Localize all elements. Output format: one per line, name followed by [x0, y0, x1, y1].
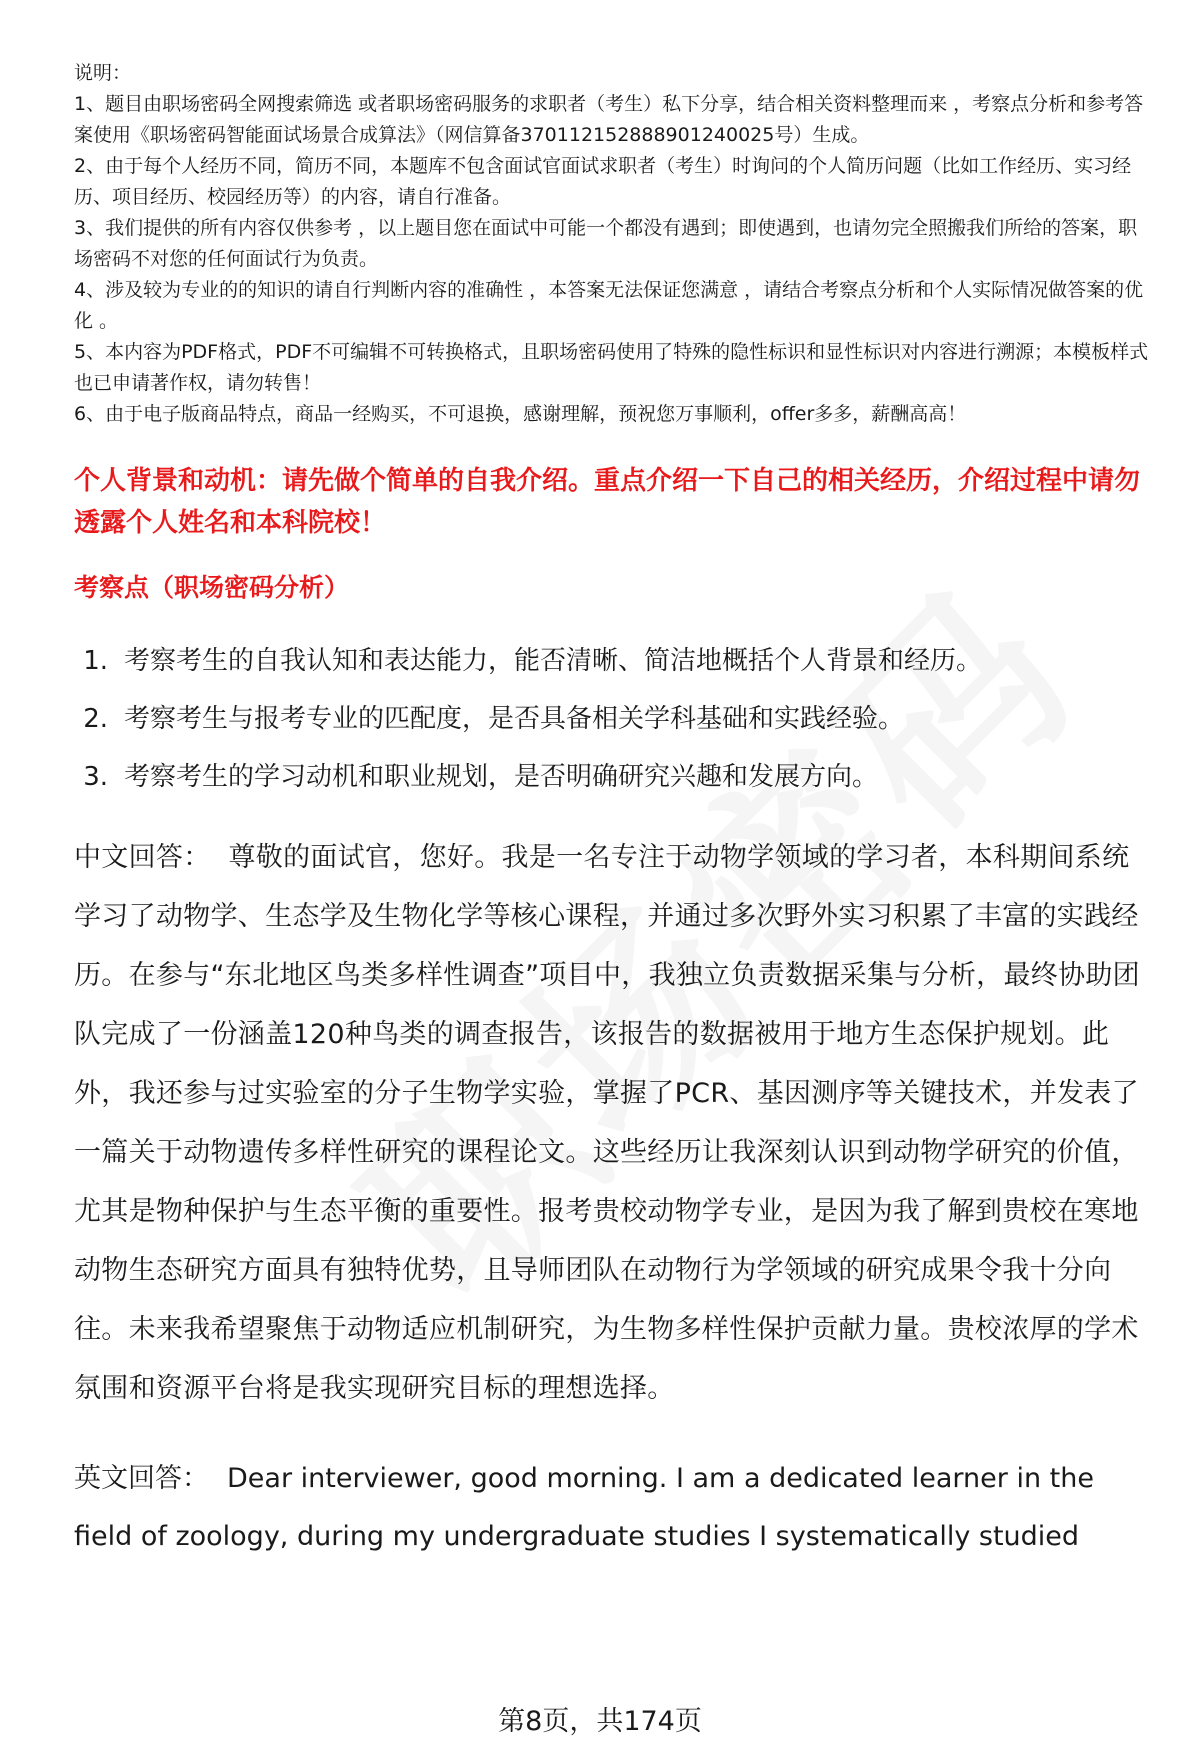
notes-list: [74, 89, 1156, 430]
english-answer-text: Dear interviewer, good morning. I am a dedicated learner in the field of zoology, during my undergraduate studies I systematically studied: [74, 1463, 1094, 1552]
chinese-answer-label: 中文回答：: [74, 842, 211, 873]
note-item: 1、题目由职场密码全网搜索筛选 或者职场密码服务的求职者（考生）私下分享，结合相关资料整理而来 ，考察点分析和参考答案使用《职场密码智能面试场景合成算法》（网信算备370112152888901240025号）生成。: [74, 93, 1144, 146]
page-footer: 第8页，共174页: [498, 1706, 702, 1737]
english-answer: [74, 1450, 1156, 1566]
analysis-point: [74, 690, 1156, 748]
note-item: 6、由于电子版商品特点，商品一经购买，不可退换，感谢理解，预祝您万事顺利，offer多多，薪酬高高！: [74, 403, 967, 425]
note-item: 4、涉及较为专业的的知识的请自行判断内容的准确性 ，本答案无法保证您满意 ，请结合考察点分析和个人实际情况做答案的优化 。: [74, 279, 1144, 332]
chinese-answer-text: 尊敬的面试官，您好。我是一名专注于动物学领域的学习者，本科期间系统学习了动物学、生态学及生物化学等核心课程，并通过多次野外实习积累了丰富的实践经历。在参与“东北地区鸟类多样性调查”项目中，我独立负责数据采集与分析，最终协助团队完成了一份涵盖120种鸟类的调查报告，该报告的数据被用于地方生态保护规划。此外，我还参与过实验室的分子生物学实验，掌握了PCR、基因测序等关键技术，并发表了一篇关于动物遗传多样性研究的课程论文。这些经历让我深刻认识到动物学研究的价值，尤其是物种保护与生态平衡的重要性。报考贵校动物学专业，是因为我了解到贵校在寒地动物生态研究方面具有独特优势，且导师团队在动物行为学领域的研究成果令我十分向往。未来我希望聚焦于动物适应机制研究，为生物多样性保护贡献力量。贵校浓厚的学术氛围和资源平台将是我实现研究目标的理想选择。: [74, 842, 1140, 1404]
analysis-point: [74, 632, 1156, 690]
analysis-point: [74, 748, 1156, 806]
note-item: 5、本内容为PDF格式，PDF不可编辑不可转换格式，且职场密码使用了特殊的隐性标识和显性标识对内容进行溯源；本模板样式也已申请著作权，请勿转售！: [74, 341, 1149, 394]
notes-label: 说明：: [74, 62, 132, 84]
note-item: 2、由于每个人经历不同，简历不同，本题库不包含面试官面试求职者（考生）时询问的个人简历问题（比如工作经历、实习经历、项目经历、校园经历等）的内容，请自行准备。: [74, 155, 1132, 208]
point-text: 考察考生与报考专业的匹配度，是否具备相关学科基础和实践经验。: [124, 704, 905, 734]
notes-section: [74, 58, 1156, 430]
english-answer-label: 英文回答：: [74, 1463, 209, 1494]
point-number: 1.: [83, 646, 108, 676]
point-number: 3.: [83, 762, 108, 792]
chinese-answer: [74, 828, 1156, 1418]
point-text: 考察考生的自我认知和表达能力，能否清晰、简洁地概括个人背景和经历。: [124, 646, 983, 676]
point-text: 考察考生的学习动机和职业规划，是否明确研究兴趣和发展方向。: [124, 762, 879, 792]
point-number: 2.: [83, 704, 108, 734]
question-heading: 个人背景和动机：请先做个简单的自我介绍。重点介绍一下自己的相关经历，介绍过程中请勿透露个人姓名和本科院校！: [74, 466, 1141, 538]
analysis-points: [74, 632, 1156, 806]
note-item: 3、我们提供的所有内容仅供参考 ，以上题目您在面试中可能一个都没有遇到；即使遇到，也请勿完全照搬我们所给的答案，职场密码不对您的任何面试行为负责。: [74, 217, 1138, 270]
analysis-title: 考察点（职场密码分析）: [74, 573, 350, 602]
